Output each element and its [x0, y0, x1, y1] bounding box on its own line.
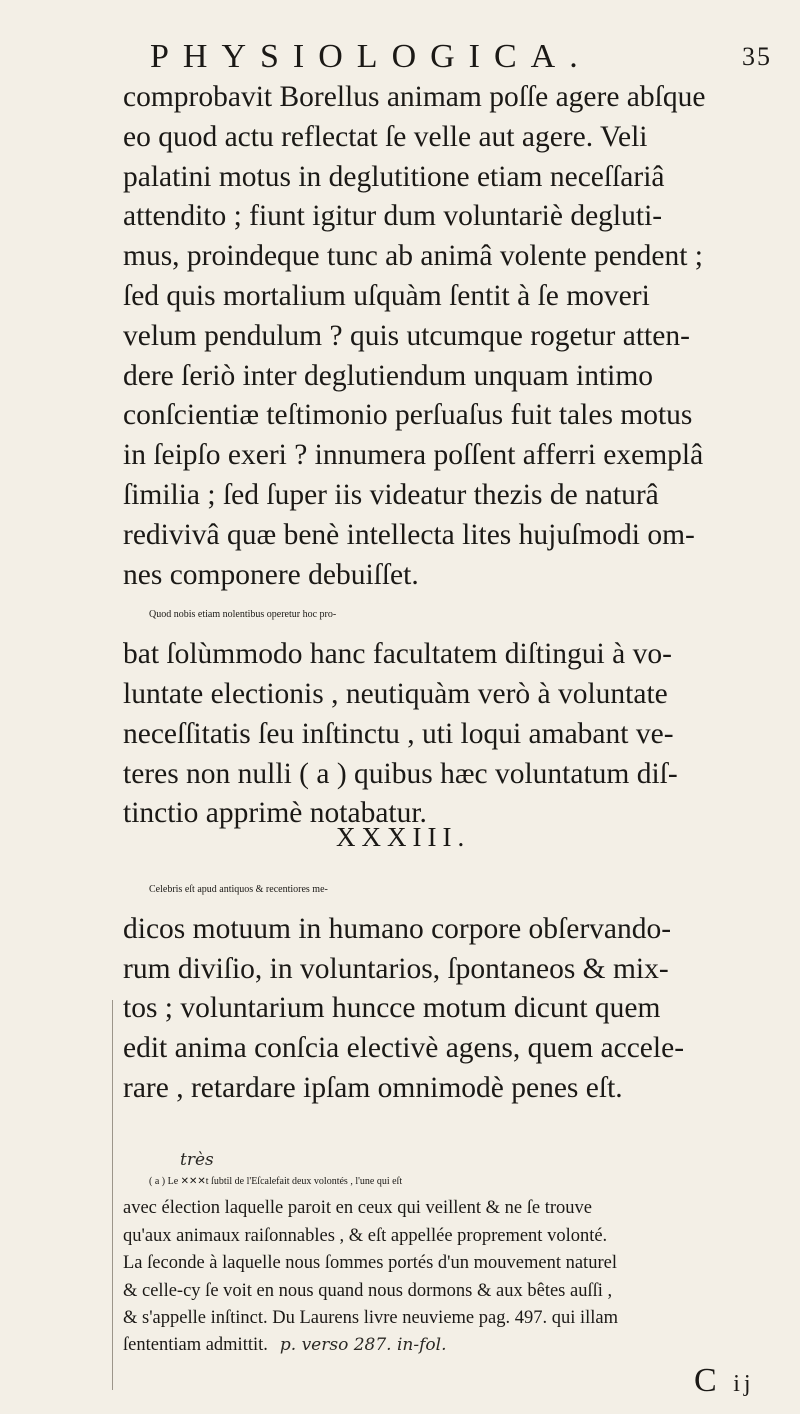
signature-letter: C: [694, 1362, 721, 1399]
text-line: in ſeipſo exeri ? innumera poſſent afferri exemplâ: [123, 439, 704, 472]
main-paragraphs: [123, 78, 763, 834]
footnote-line: [123, 1332, 763, 1359]
text-line: neceſſitatis ſeu inſtinctu , uti loqui amabant ve-: [123, 717, 674, 750]
text-line: rare , retardare ipſam omnimodè penes eſt.: [123, 1071, 623, 1104]
page-number: 35: [742, 42, 772, 71]
text-line: redivivâ quæ benè intellecta lites hujuſmodi om-: [123, 518, 695, 551]
text-line: tos ; voluntarium huncce motum dicunt quem: [123, 992, 661, 1025]
text-line: Quod nobis etiam nolentibus operetur hoc pro-: [149, 609, 337, 621]
text-line: luntate electionis , neutiquàm verò à voluntate: [123, 677, 668, 710]
text-line: edit anima conſcia electivè agens, quem accele-: [123, 1032, 685, 1065]
footnote-line: qu'aux animaux raiſonnables , & eſt appellée proprement volonté.: [123, 1225, 608, 1246]
text-line: tinctio apprimè notabatur.: [123, 797, 427, 830]
text-line: eo quod actu reflectat ſe velle aut agere. Veli: [123, 120, 648, 153]
footnote-line-text: ſententiam admittit.: [123, 1335, 268, 1356]
text-line: ſimilia ; ſed ſuper iis videatur thezis de naturâ: [123, 478, 659, 511]
signature-number: ij: [733, 1371, 755, 1397]
footnote-line: La ſeconde à laquelle nous ſommes portés d'un mouvement naturel: [123, 1253, 617, 1274]
text-line: velum pendulum ? quis utcumque rogetur atten-: [123, 319, 690, 352]
footnote-line: ( a ) Le ✕✕✕t ſubtil de l'Eſcalefait deux volontés , l'une qui eſt: [149, 1176, 403, 1187]
text-line: mus, proindeque tunc ab animâ volente pendent ;: [123, 240, 704, 273]
handwritten-insertion: très: [180, 1150, 214, 1170]
footnote-line: & s'appelle inſtinct. Du Laurens livre neuvieme pag. 497. qui illam: [123, 1307, 619, 1328]
text-line: rum diviſio, in voluntarios, ſpontaneos & mix-: [123, 952, 669, 985]
running-head: PHYSIOLOGICA.: [150, 38, 592, 75]
margin-rule: [112, 1000, 113, 1390]
text-line: nes componere debuiſſet.: [123, 558, 419, 591]
text-line: ſed quis mortalium uſquàm ſentit à ſe moveri: [123, 279, 650, 312]
footnote-line: avec élection laquelle paroit en ceux qui veillent & ne ſe trouve: [123, 1198, 592, 1219]
footnote: [123, 1168, 763, 1360]
text-line: dicos motuum in humano corpore obſervando-: [123, 912, 672, 945]
footnote-line: & celle-cy ſe voit en nous quand nous dormons & aux bêtes auſſi ,: [123, 1280, 613, 1301]
signature-mark: [694, 1362, 755, 1400]
text-line: conſcientiæ teſtimonio perſuaſus fuit tales motus: [123, 399, 693, 432]
text-line: bat ſolùmmodo hanc facultatem diſtingui à vo-: [123, 638, 672, 671]
section-paragraph: [123, 870, 763, 1109]
text-line: Celebris eſt apud antiquos & recentiores me-: [149, 884, 328, 895]
section-heading: XXXIII.: [336, 822, 471, 852]
text-line: dere ſeriò inter deglutiendum unquam intimo: [123, 359, 654, 392]
text-line: attendito ; fiunt igitur dum voluntariè degluti-: [123, 200, 663, 233]
text-line: comprobavit Borellus animam poſſe agere abſque: [123, 81, 706, 113]
handwritten-annotation: p. verso 287. in-fol.: [279, 1335, 447, 1356]
text-line: teres non nulli ( a ) quibus hæc voluntatum diſ-: [123, 757, 678, 790]
text-line: palatini motus in deglutitione etiam neceſſariâ: [123, 160, 665, 193]
